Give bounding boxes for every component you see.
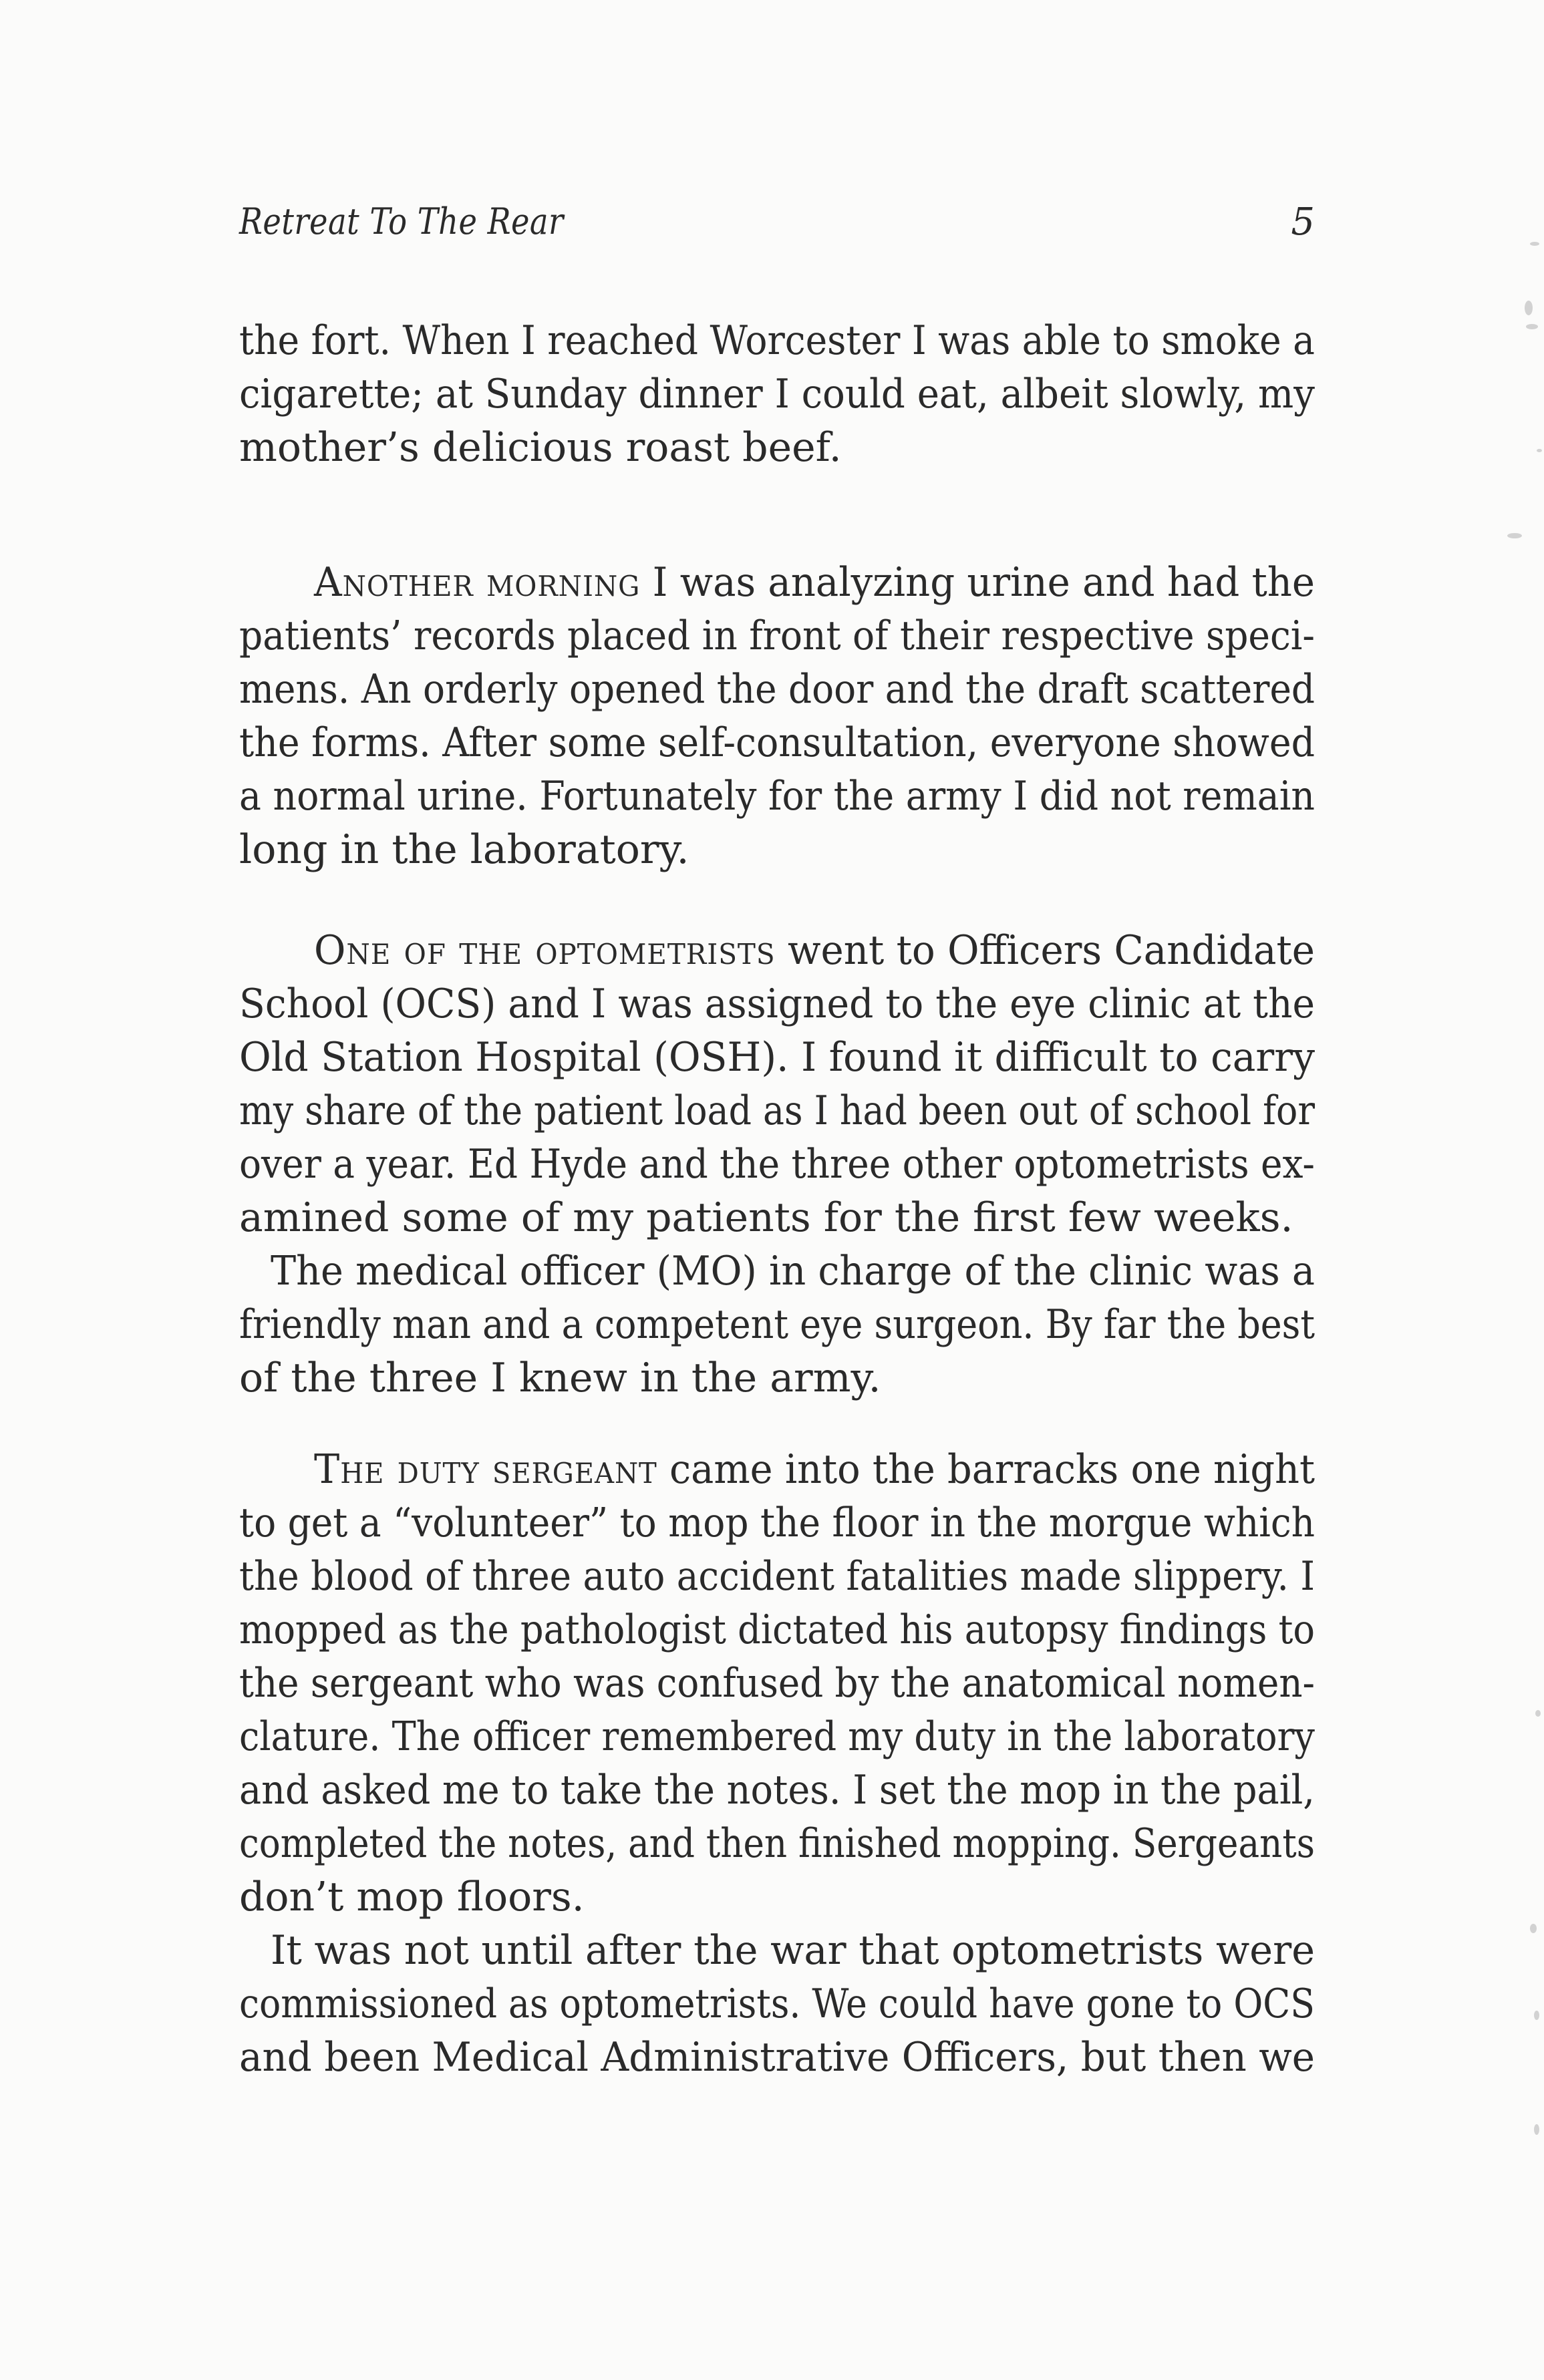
text-line: cigarette; at Sunday dinner I could eat, albeit slowly, my	[239, 371, 1315, 417]
text-line: School (OCS) and I was assigned to the eye clinic at the	[239, 981, 1315, 1027]
text-line: the blood of three auto accident fatalities made slippery. I	[239, 1553, 1315, 1600]
text-line: patients’ records placed in front of their respective speci-	[239, 613, 1315, 659]
scan-speck	[1526, 324, 1538, 329]
text-line: mother’s delicious roast beef.	[239, 424, 842, 471]
lead-in: Another morning	[314, 559, 641, 606]
text-line: a normal urine. Fortunately for the army I did not remain	[239, 773, 1315, 820]
scan-speck	[1530, 1924, 1537, 1933]
line-text: went to Officers Candidate	[775, 927, 1315, 974]
text-line: mopped as the pathologist dictated his autopsy findings to	[239, 1606, 1315, 1653]
text-line: of the three I knew in the army.	[239, 1355, 881, 1401]
text-line: clature. The officer remembered my duty in the laboratory	[239, 1713, 1315, 1760]
text-line: the forms. After some self-consultation, everyone showed	[239, 719, 1315, 766]
running-title: Retreat To The Rear	[239, 200, 564, 242]
running-head	[239, 200, 1315, 261]
text-line	[314, 924, 1315, 977]
text-line: The medical officer (MO) in charge of the clinic was a	[271, 1248, 1315, 1295]
scan-speck	[1507, 533, 1522, 538]
scan-speck	[1525, 301, 1533, 315]
text-line: don’t mop floors.	[239, 1874, 585, 1920]
line-text: came into the barracks one night	[657, 1446, 1315, 1493]
text-line: long in the laboratory.	[239, 826, 689, 873]
text-line: amined some of my patients for the first few weeks.	[239, 1194, 1293, 1241]
scan-speck	[1530, 242, 1539, 246]
text-line: Old Station Hospital (OSH). I found it difficult to carry	[239, 1034, 1315, 1081]
text-line: the sergeant who was confused by the anatomical nomen-	[239, 1660, 1315, 1707]
text-line: It was not until after the war that optometrists were	[271, 1927, 1315, 1974]
text-line: and asked me to take the notes. I set the mop in the pail,	[239, 1767, 1315, 1814]
text-line: my share of the patient load as I had been out of school for	[239, 1087, 1315, 1134]
lead-in: The duty sergeant	[314, 1446, 657, 1493]
text-line: to get a “volunteer” to mop the floor in the morgue which	[239, 1500, 1315, 1546]
scan-speck	[1534, 2011, 1539, 2020]
scan-speck	[1534, 2124, 1539, 2135]
scan-speck	[1537, 449, 1542, 452]
text-line: over a year. Ed Hyde and the three other optometrists ex-	[239, 1141, 1315, 1188]
page-number: 5	[1291, 200, 1315, 244]
text-line: friendly man and a competent eye surgeon. By far the best	[239, 1301, 1315, 1348]
text-line: mens. An orderly opened the door and the draft scattered	[239, 666, 1315, 713]
text-line: the fort. When I reached Worcester I was able to smoke a	[239, 317, 1315, 364]
text-line: completed the notes, and then finished mopping. Sergeants	[239, 1820, 1315, 1867]
text-line	[314, 1443, 1315, 1496]
line-text: I was analyzing urine and had the	[640, 559, 1315, 606]
lead-in: One of the optometrists	[314, 927, 776, 974]
text-line: commissioned as optometrists. We could have gone to OCS	[239, 1981, 1315, 2027]
text-line	[314, 556, 1315, 609]
scan-speck	[1535, 1710, 1541, 1717]
text-line: and been Medical Administrative Officers, but then we	[239, 2034, 1315, 2081]
